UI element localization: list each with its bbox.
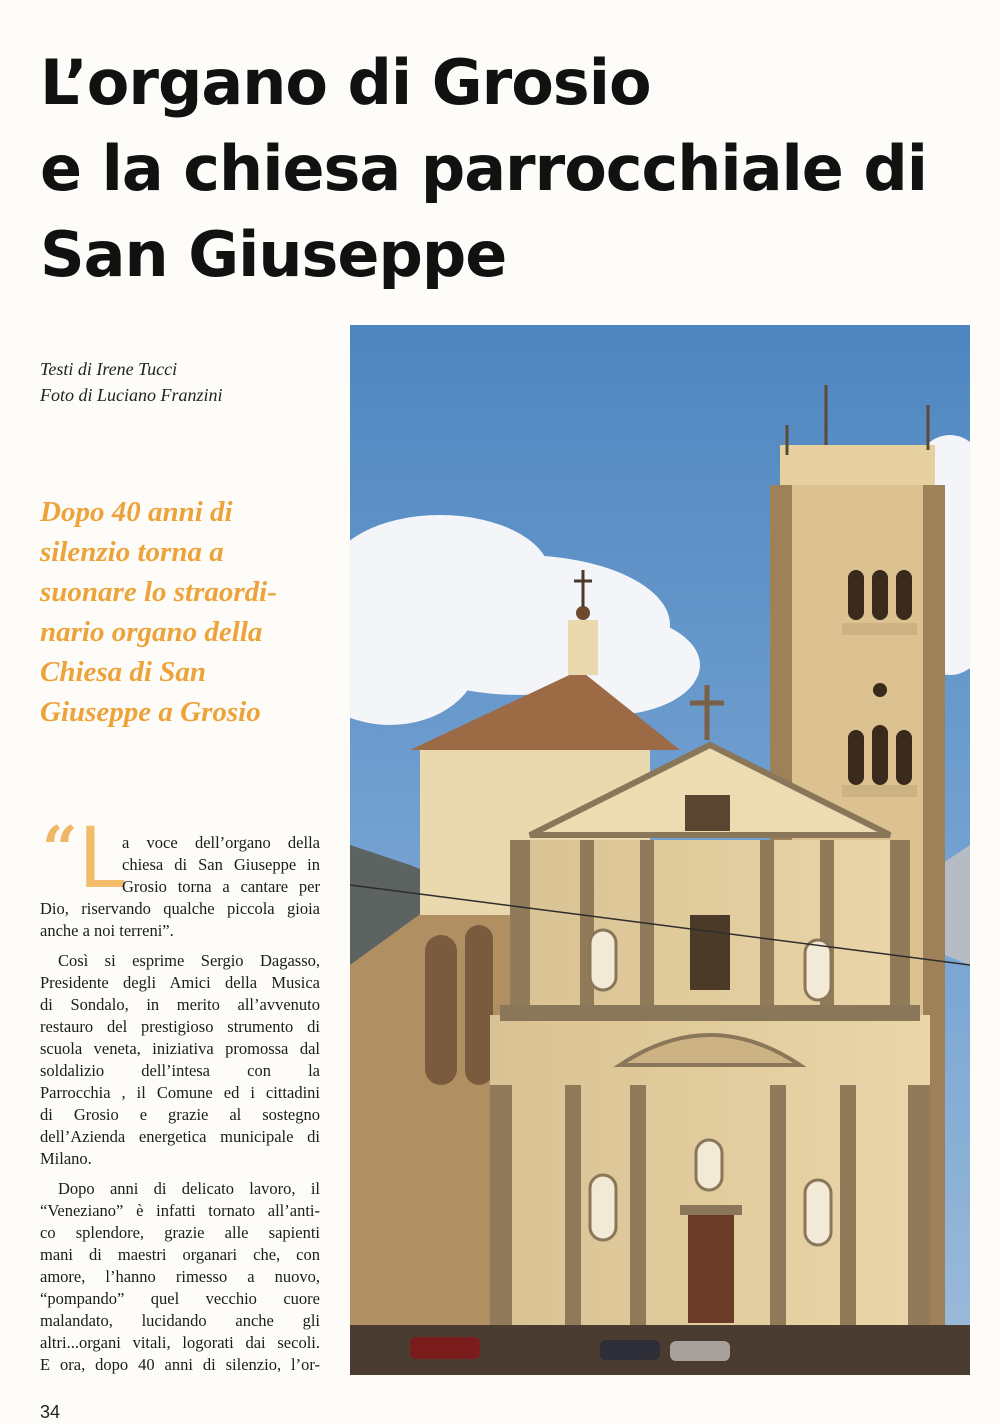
main-door	[688, 1213, 734, 1323]
body-line: a voce dell’organo della	[122, 833, 320, 852]
body-line: restauro del prestigioso strumento di	[40, 1017, 320, 1036]
body-line: amore, l’hanno rimesso a nuovo,	[40, 1267, 320, 1286]
body-line: Milano.	[40, 1149, 92, 1168]
upper-window	[690, 915, 730, 990]
article-title	[40, 40, 970, 298]
body-line: Presidente degli Amici della Musica	[40, 973, 320, 992]
body-line: malandato, lucidando anche gli	[40, 1311, 320, 1330]
pediment-window	[685, 795, 730, 831]
photo-credit: Foto di Luciano Franzini	[40, 385, 223, 405]
body-line: altri...organi vitali, logorati dai secoli.	[40, 1333, 320, 1352]
body-line: “Veneziano” è infatti tornato all’anti-	[40, 1201, 320, 1220]
body-line: Così si esprime Sergio Dagasso,	[58, 951, 320, 970]
body-paragraph	[40, 1178, 320, 1376]
body-line: Grosio torna a cantare per	[122, 877, 320, 896]
side-arch	[465, 925, 493, 1085]
body-line: Dopo anni di delicato lavoro, il	[58, 1179, 320, 1198]
body-line: co splendore, grazie alle sapienti	[40, 1223, 320, 1242]
article-body	[40, 832, 320, 1384]
body-line: chiesa di San Giuseppe in	[122, 855, 320, 874]
side-arch	[425, 935, 457, 1085]
title-line: e la chiesa parrocchiale di	[40, 132, 928, 205]
body-line: Parrocchia , il Comune ed i cittadini	[40, 1083, 320, 1102]
drop-cap-letter: L	[78, 809, 125, 907]
tower-balcony	[842, 623, 917, 635]
body-paragraph	[40, 950, 320, 1170]
body-line: di Sondalo, in merito all’avvenuto	[40, 995, 320, 1014]
standfirst-line: Dopo 40 anni di	[40, 496, 233, 528]
church-photo	[350, 325, 970, 1375]
author-credit: Testi di Irene Tucci	[40, 359, 178, 379]
body-line: mani di maestri organari che, con	[40, 1245, 320, 1264]
body-line: dell’Azienda energetica municipale di	[40, 1127, 320, 1146]
standfirst	[40, 492, 330, 732]
title-line: L’organo di Grosio	[40, 46, 651, 119]
standfirst-line: Giuseppe a Grosio	[40, 696, 261, 728]
lantern	[568, 620, 598, 675]
body-line: di Grosio e grazie al sostegno	[40, 1105, 320, 1124]
body-line: “pompando” quel vecchio cuore	[40, 1289, 320, 1308]
tower-top	[780, 445, 935, 485]
cornice	[500, 1005, 920, 1021]
standfirst-line: suonare lo straordi-	[40, 576, 277, 608]
body-line: Dio, riservando qualche piccola gioia	[40, 899, 320, 918]
standfirst-line: Chiesa di San	[40, 656, 206, 688]
page-number: 34	[40, 1402, 61, 1422]
door-frame	[680, 1205, 742, 1215]
body-paragraph	[40, 832, 320, 942]
body-line: soldalizio dell’intesa con la	[40, 1061, 320, 1080]
body-line: anche a noi terreni”.	[40, 921, 174, 940]
body-line: scuola veneta, iniziativa promossa dal	[40, 1039, 320, 1058]
opening-quote-mark: “	[42, 812, 78, 885]
article-credits	[40, 356, 223, 408]
tower-balcony	[842, 785, 917, 797]
body-line: E ora, dopo 40 anni di silenzio, l’or-	[40, 1355, 320, 1374]
standfirst-line: nario organo della	[40, 616, 263, 648]
standfirst-line: silenzio torna a	[40, 536, 224, 568]
lantern-ball	[576, 606, 590, 620]
title-line: San Giuseppe	[40, 218, 507, 291]
